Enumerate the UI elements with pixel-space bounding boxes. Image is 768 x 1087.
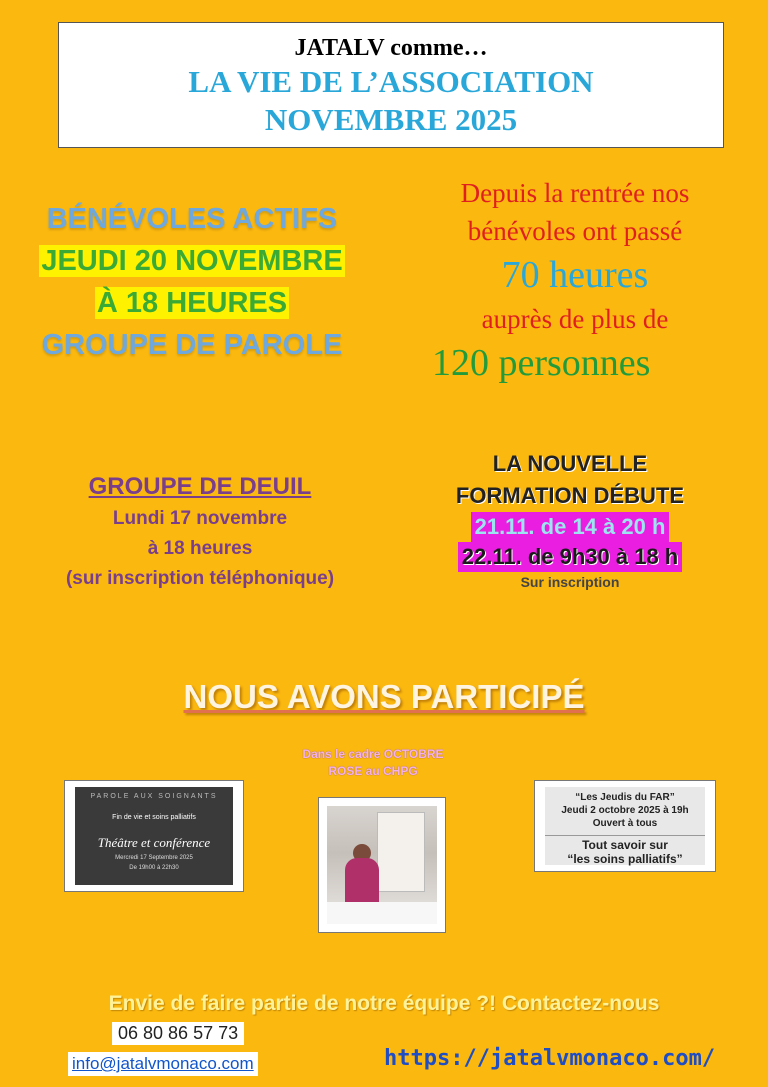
far-know1: Tout savoir sur xyxy=(545,835,705,852)
formation-title1: LA NOUVELLE xyxy=(492,451,648,476)
formation-session1: 21.11. de 14 à 20 h xyxy=(471,512,670,542)
deuil-time: à 18 heures xyxy=(147,538,253,559)
octobre-rose-photo xyxy=(318,797,446,933)
stats-block xyxy=(400,174,750,388)
benevoles-block xyxy=(0,198,384,366)
far-date: Jeudi 2 octobre 2025 à 19h xyxy=(561,805,689,816)
deuil-date: Lundi 17 novembre xyxy=(112,508,288,529)
jeudis-far-poster xyxy=(534,780,716,872)
header-title: LA VIE DE L’ASSOCIATION xyxy=(188,64,594,99)
photo-banner xyxy=(377,812,425,892)
far-title: “Les Jeudis du FAR” xyxy=(575,792,675,803)
stats-people: 120 personnes xyxy=(432,342,651,384)
photo-person xyxy=(345,858,379,908)
poster-brand: PAROLE AUX SOIGNANTS xyxy=(90,793,218,800)
contact-cta: Envie de faire partie de notre équipe ?! Contactez-nous xyxy=(108,992,660,1015)
header-box xyxy=(58,22,724,148)
website-link[interactable]: https://jatalvmonaco.com/ xyxy=(384,1046,716,1071)
octobre-rose-caption: Dans le cadre OCTOBRE ROSE au CHPG xyxy=(302,747,444,778)
benevoles-title: BÉNÉVOLES ACTIFS xyxy=(46,203,338,235)
participation-title: NOUS AVONS PARTICIPÉ xyxy=(183,678,585,715)
deuil-note: (sur inscription téléphonique) xyxy=(65,568,335,589)
deuil-title: GROUPE DE DEUIL xyxy=(88,473,312,500)
poster-date: Mercredi 17 Septembre 2025 xyxy=(115,855,193,861)
benevoles-date: JEUDI 20 NOVEMBRE xyxy=(41,245,343,277)
benevoles-time: À 18 HEURES xyxy=(96,287,288,319)
formation-title2: FORMATION DÉBUTE xyxy=(455,483,685,508)
deuil-block xyxy=(20,470,380,594)
benevoles-subtitle: GROUPE DE PAROLE xyxy=(41,329,343,361)
formation-block xyxy=(410,448,730,590)
stats-hours: 70 heures xyxy=(501,254,649,296)
photo-table xyxy=(327,902,437,924)
stats-line1: Depuis la rentrée nos xyxy=(460,178,690,208)
formation-note: Sur inscription xyxy=(520,574,620,590)
far-know2: “les soins palliatifs” xyxy=(567,852,683,866)
poster-subtitle: Fin de vie et soins palliatifs xyxy=(112,814,196,821)
poster-title: Théâtre et conférence xyxy=(97,835,211,850)
poster-time: De 19h00 à 22h30 xyxy=(129,865,179,871)
contact-email-link[interactable]: info@jatalvmonaco.com xyxy=(68,1052,258,1076)
formation-session2: 22.11. de 9h30 à 18 h xyxy=(458,542,682,572)
header-month: NOVEMBRE 2025 xyxy=(264,102,518,137)
theatre-poster xyxy=(64,780,244,892)
stats-line2: bénévoles ont passé xyxy=(467,216,683,246)
contact-phone[interactable]: 06 80 86 57 73 xyxy=(112,1022,244,1045)
far-open: Ouvert à tous xyxy=(592,818,658,829)
stats-line3: auprès de plus de xyxy=(481,304,669,334)
header-line1: JATALV comme… xyxy=(294,35,488,61)
